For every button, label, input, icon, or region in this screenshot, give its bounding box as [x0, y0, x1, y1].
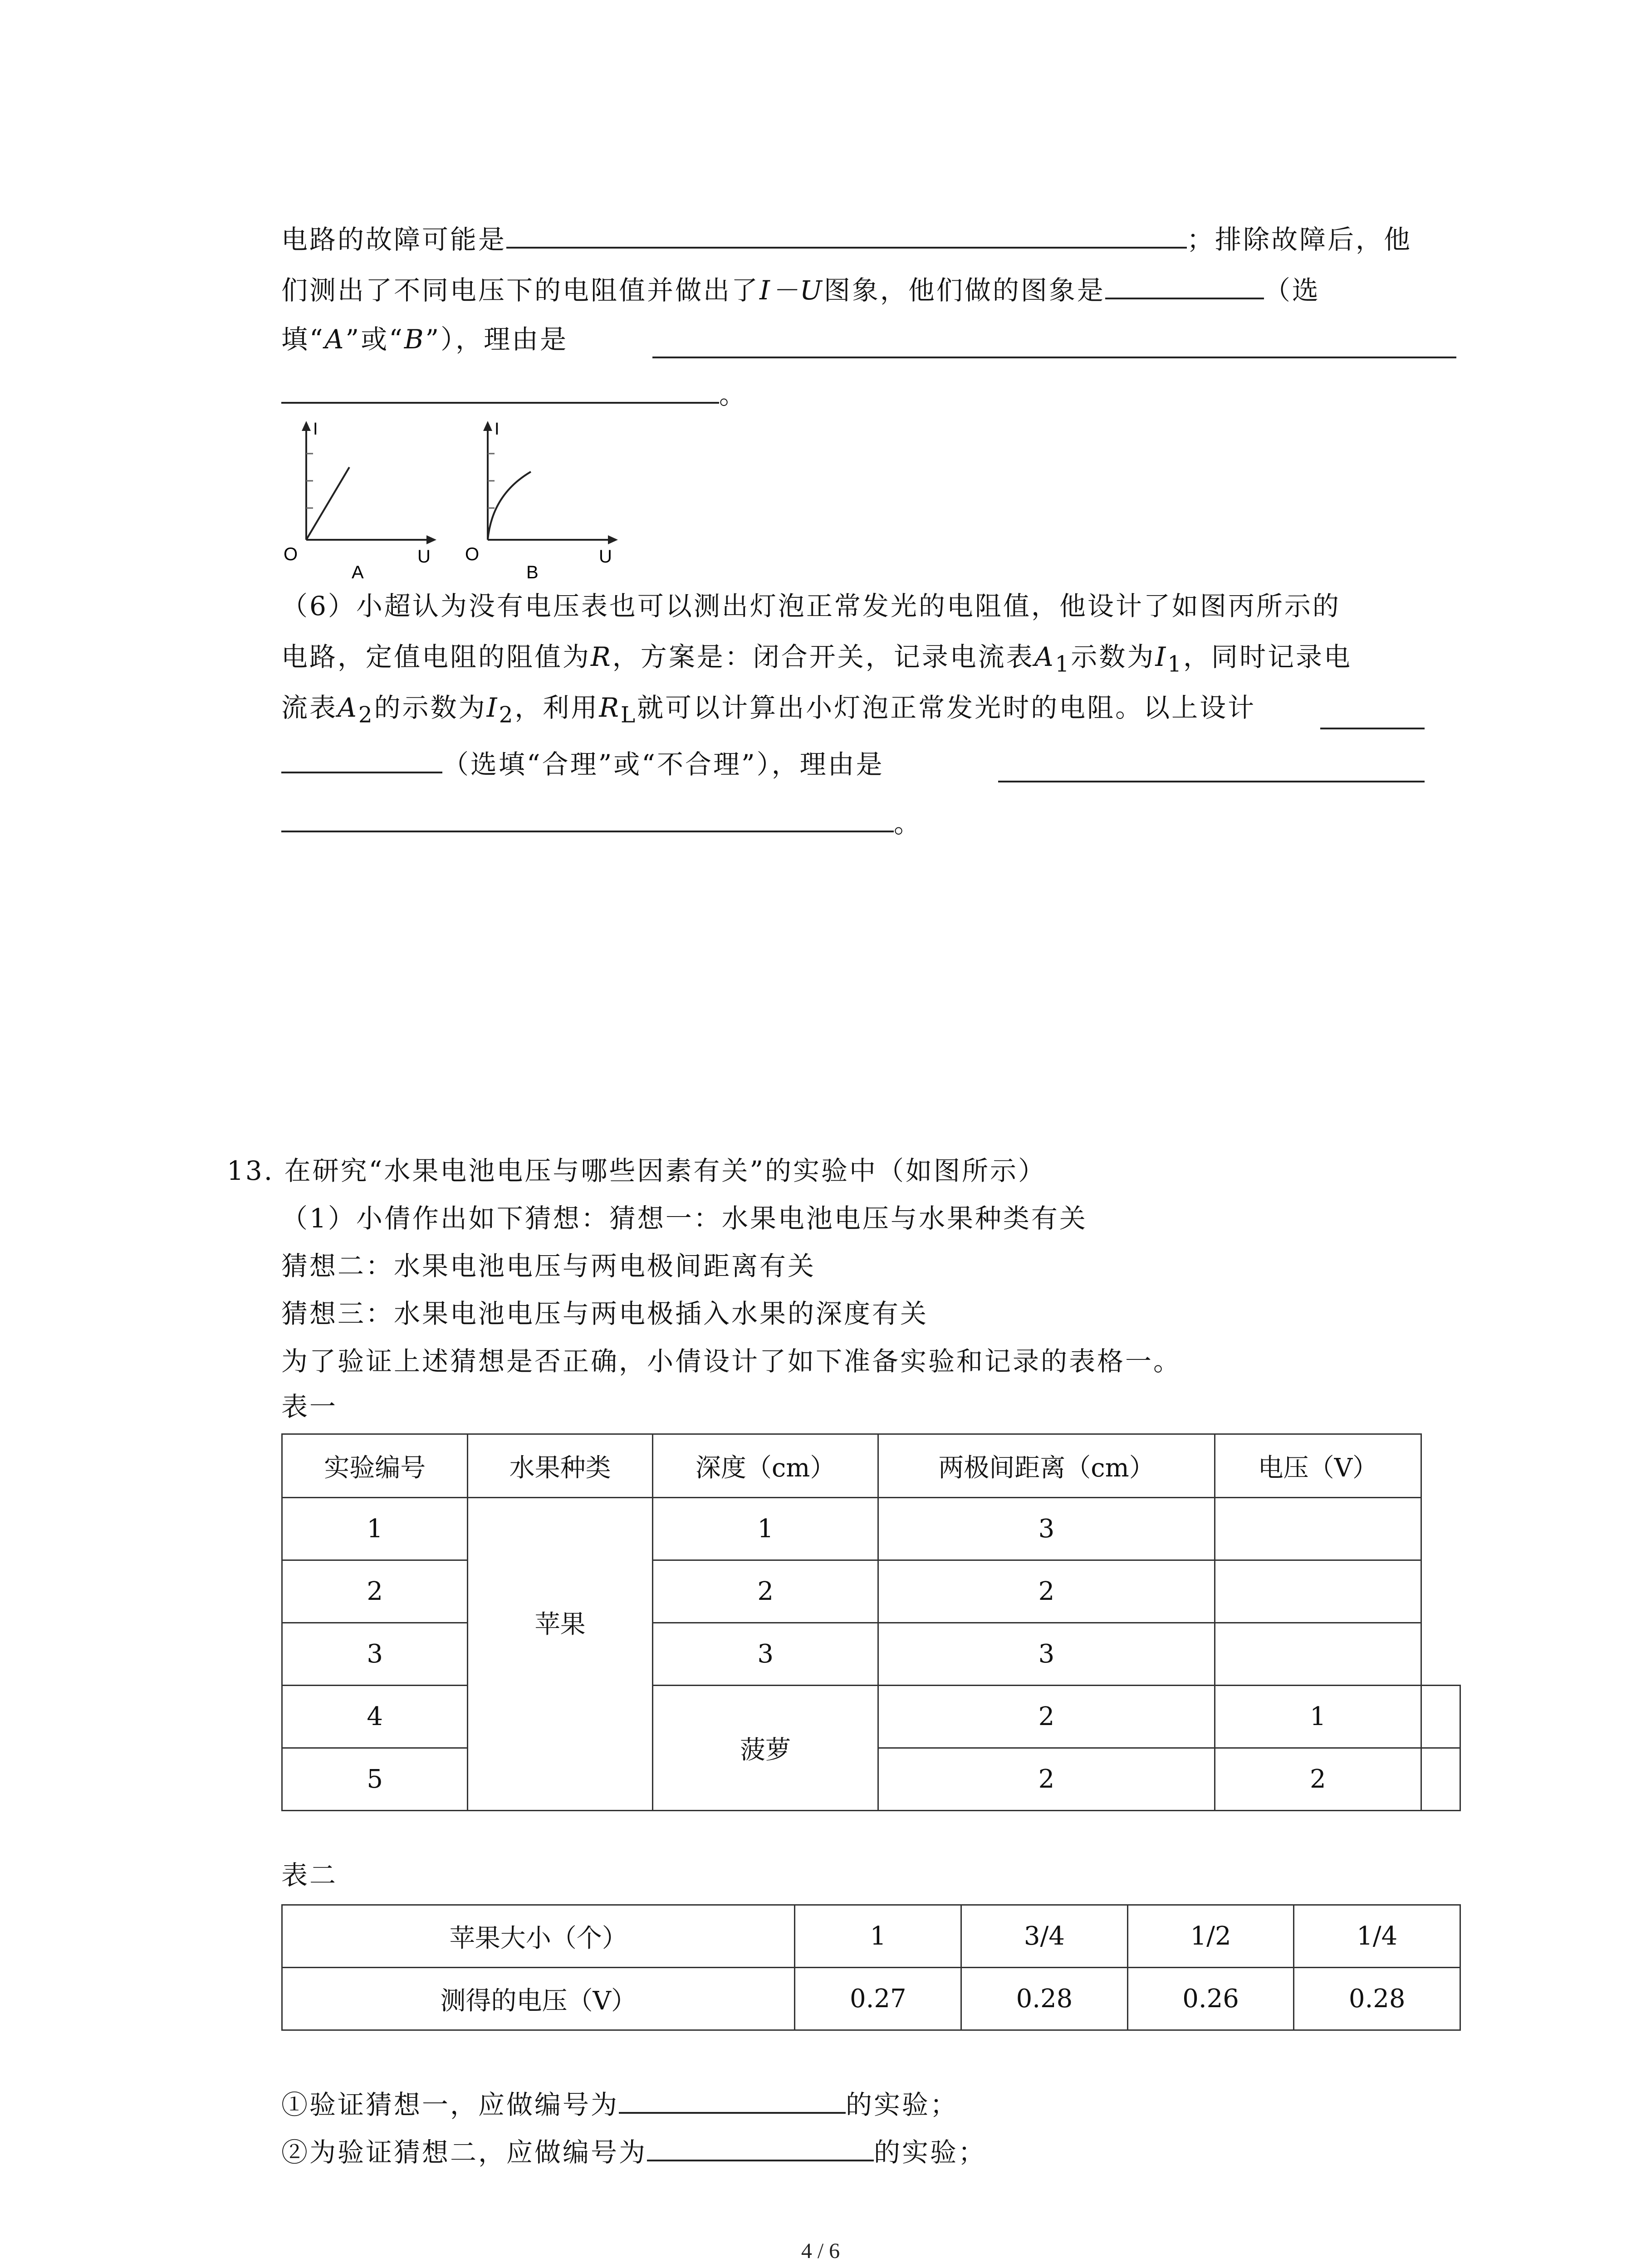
- math-text: R: [599, 692, 621, 723]
- axis-label-x: U: [417, 547, 431, 567]
- header-cell: 水果种类: [468, 1434, 652, 1498]
- text-segment: ”），理由是: [425, 324, 568, 355]
- math-text: B: [404, 324, 426, 355]
- origin-label: O: [465, 544, 480, 564]
- text-line: [281, 323, 568, 356]
- text-segment: ；排除故障后，他: [1187, 224, 1412, 255]
- cell-depth: 3: [652, 1623, 878, 1686]
- graph-a: [272, 417, 445, 587]
- cell-voltage: 0.28: [961, 1968, 1128, 2030]
- axis-label-x: U: [599, 547, 612, 567]
- table-row: [282, 1686, 1460, 1748]
- text-line: （1）小倩作出如下猜想：猜想一：水果电池电压与水果种类有关: [281, 1203, 1087, 1234]
- table-2: [281, 1904, 1461, 2031]
- text-segment: 填“: [281, 324, 325, 355]
- answer-blank[interactable]: [506, 221, 1187, 249]
- answer-blank[interactable]: [1105, 272, 1264, 299]
- answer-blank[interactable]: [1320, 702, 1425, 729]
- text-segment: 。: [719, 379, 748, 410]
- answer-blank[interactable]: [998, 755, 1425, 782]
- text-line: [281, 590, 1341, 622]
- question-title: 13. 在研究“水果电池电压与哪些因素有关”的实验中（如图所示）: [227, 1155, 1046, 1186]
- text-line: 猜想三：水果电池电压与两电极插入水果的深度有关: [281, 1298, 929, 1329]
- cell-distance: 3: [878, 1623, 1215, 1686]
- cell-no: 3: [282, 1623, 468, 1686]
- cell-voltage[interactable]: [1215, 1623, 1421, 1686]
- math-sub: 1: [1055, 651, 1071, 677]
- table-row: [282, 1905, 1460, 1968]
- row-header: 苹果大小（个）: [282, 1905, 795, 1968]
- text-line: [281, 805, 922, 840]
- graph-b: [454, 417, 626, 587]
- cell-voltage: 1: [1215, 1686, 1421, 1748]
- math-sub: L: [621, 702, 637, 728]
- text-segment: （6）小超认为没有电压表也可以测出灯泡正常发光的电阻值，他设计了如图丙所示的: [281, 591, 1341, 621]
- text-segment: ②为验证猜想二，应做编号为: [281, 2137, 647, 2168]
- graph-a-svg: [272, 417, 445, 585]
- text-segment: 。: [894, 808, 922, 839]
- text-segment: 流表: [281, 692, 338, 723]
- graph-curve: [488, 472, 531, 540]
- answer-blank[interactable]: [281, 746, 442, 773]
- text-line: 猜想二：水果电池电压与两电极间距离有关: [281, 1251, 816, 1281]
- math-text: A: [324, 324, 346, 355]
- cell-no: 4: [282, 1686, 468, 1748]
- text-line: [281, 2134, 986, 2169]
- text-line: 为了验证上述猜想是否正确，小倩设计了如下准备实验和记录的表格一。: [281, 1346, 1182, 1377]
- graph-b-svg: [454, 417, 626, 585]
- axis-label-y: I: [495, 420, 500, 439]
- empty-cell: [1421, 1623, 1460, 1686]
- empty-cell: [1421, 1434, 1460, 1498]
- cell-depth: 1: [652, 1498, 878, 1560]
- text-segment: 电路，定值电阻的阻值为: [281, 641, 591, 672]
- origin-label: O: [284, 544, 298, 564]
- math-sub: 2: [499, 702, 515, 728]
- math-text: I－U: [759, 275, 824, 306]
- y-arrow: [483, 421, 492, 431]
- empty-cell: [1421, 1498, 1460, 1560]
- text-line: [281, 376, 747, 411]
- math-text: R: [591, 641, 612, 672]
- text-segment: 电路的故障可能是: [281, 224, 507, 255]
- math-sub: 2: [358, 702, 374, 728]
- cell-distance: 3: [878, 1498, 1215, 1560]
- cell-fruit-pineapple: 菠萝: [652, 1686, 878, 1811]
- text-segment: ①验证猜想一，应做编号为: [281, 2089, 619, 2120]
- text-segment: ”或“: [345, 324, 404, 355]
- text-segment: 的实验；: [874, 2137, 987, 2168]
- graph-caption: B: [526, 562, 539, 582]
- empty-cell: [1421, 1560, 1460, 1623]
- text-segment: 示数为: [1071, 641, 1156, 672]
- table-row: [282, 1623, 1460, 1686]
- text-line: [281, 272, 1320, 307]
- header-cell: 深度（cm）: [652, 1434, 878, 1498]
- table-row: [282, 1560, 1460, 1623]
- table-1: [281, 1433, 1461, 1811]
- table-label: 表二: [281, 1860, 338, 1891]
- answer-blank[interactable]: [652, 331, 1456, 358]
- answer-blank[interactable]: [619, 2087, 846, 2114]
- header-cell: 实验编号: [282, 1434, 468, 1498]
- answer-blank[interactable]: [647, 2134, 874, 2161]
- math-sub: 1: [1167, 651, 1184, 677]
- cell-voltage[interactable]: [1215, 1560, 1421, 1623]
- cell-size: 1/4: [1294, 1905, 1460, 1968]
- axis-label-y: I: [313, 420, 318, 439]
- cell-voltage: 0.27: [795, 1968, 961, 2030]
- table-row: [282, 1968, 1460, 2030]
- text-line: [281, 691, 1256, 732]
- row-header: 测得的电压（V）: [282, 1968, 795, 2030]
- graph-caption: A: [352, 562, 364, 582]
- cell-no: 5: [282, 1748, 468, 1811]
- x-arrow: [426, 535, 436, 544]
- math-text: A: [338, 692, 358, 723]
- cell-distance: 2: [878, 1748, 1215, 1811]
- math-text: A: [1034, 641, 1055, 672]
- text-segment: 的实验；: [846, 2089, 959, 2120]
- x-arrow: [608, 535, 618, 544]
- text-line: [281, 746, 884, 781]
- header-cell: 两极间距离（cm）: [878, 1434, 1215, 1498]
- text-segment: ，利用: [514, 692, 599, 723]
- extra-cell[interactable]: [1421, 1748, 1460, 1811]
- page-number: 4 / 6: [801, 2239, 840, 2263]
- text-line: [281, 2087, 958, 2121]
- cell-voltage[interactable]: [1215, 1498, 1421, 1560]
- text-segment: 图象，他们做的图象是: [823, 275, 1105, 306]
- cell-distance: 2: [878, 1686, 1215, 1748]
- cell-no: 1: [282, 1498, 468, 1560]
- table-header-row: [282, 1434, 1460, 1498]
- text-segment: （选: [1264, 275, 1320, 306]
- text-segment: 的示数为: [374, 692, 487, 723]
- cell-distance: 2: [878, 1560, 1215, 1623]
- answer-blank[interactable]: [281, 376, 719, 404]
- cell-text: 苹果: [534, 1609, 586, 1639]
- text-line: [281, 640, 1352, 681]
- math-text: I: [486, 692, 499, 723]
- cell-voltage: 0.28: [1294, 1968, 1460, 2030]
- cell-voltage: 2: [1215, 1748, 1421, 1811]
- math-text: I: [1155, 641, 1168, 672]
- header-cell: 电压（V）: [1215, 1434, 1421, 1498]
- cell-size: 1/2: [1127, 1905, 1294, 1968]
- extra-cell[interactable]: [1421, 1686, 1460, 1748]
- graph-line: [306, 467, 349, 540]
- table-label: 表一: [281, 1391, 338, 1422]
- answer-blank[interactable]: [281, 805, 894, 832]
- cell-no: 2: [282, 1560, 468, 1623]
- text-line: [281, 221, 1412, 256]
- y-arrow: [302, 421, 311, 431]
- text-segment: ，同时记录电: [1183, 641, 1352, 672]
- text-segment: （选填“合理”或“不合理”），理由是: [442, 749, 884, 780]
- cell-size: 3/4: [961, 1905, 1128, 1968]
- text-segment: 就可以计算出小灯泡正常发光时的电阻。以上设计: [637, 692, 1256, 723]
- cell-depth: 2: [652, 1560, 878, 1623]
- text-segment: 们测出了不同电压下的电阻值并做出了: [281, 275, 760, 306]
- cell-size: 1: [795, 1905, 961, 1968]
- cell-voltage: 0.26: [1127, 1968, 1294, 2030]
- cell-fruit-apple: [468, 1498, 652, 1811]
- table-row: [282, 1498, 1460, 1560]
- text-segment: ，方案是：闭合开关，记录电流表: [612, 641, 1034, 672]
